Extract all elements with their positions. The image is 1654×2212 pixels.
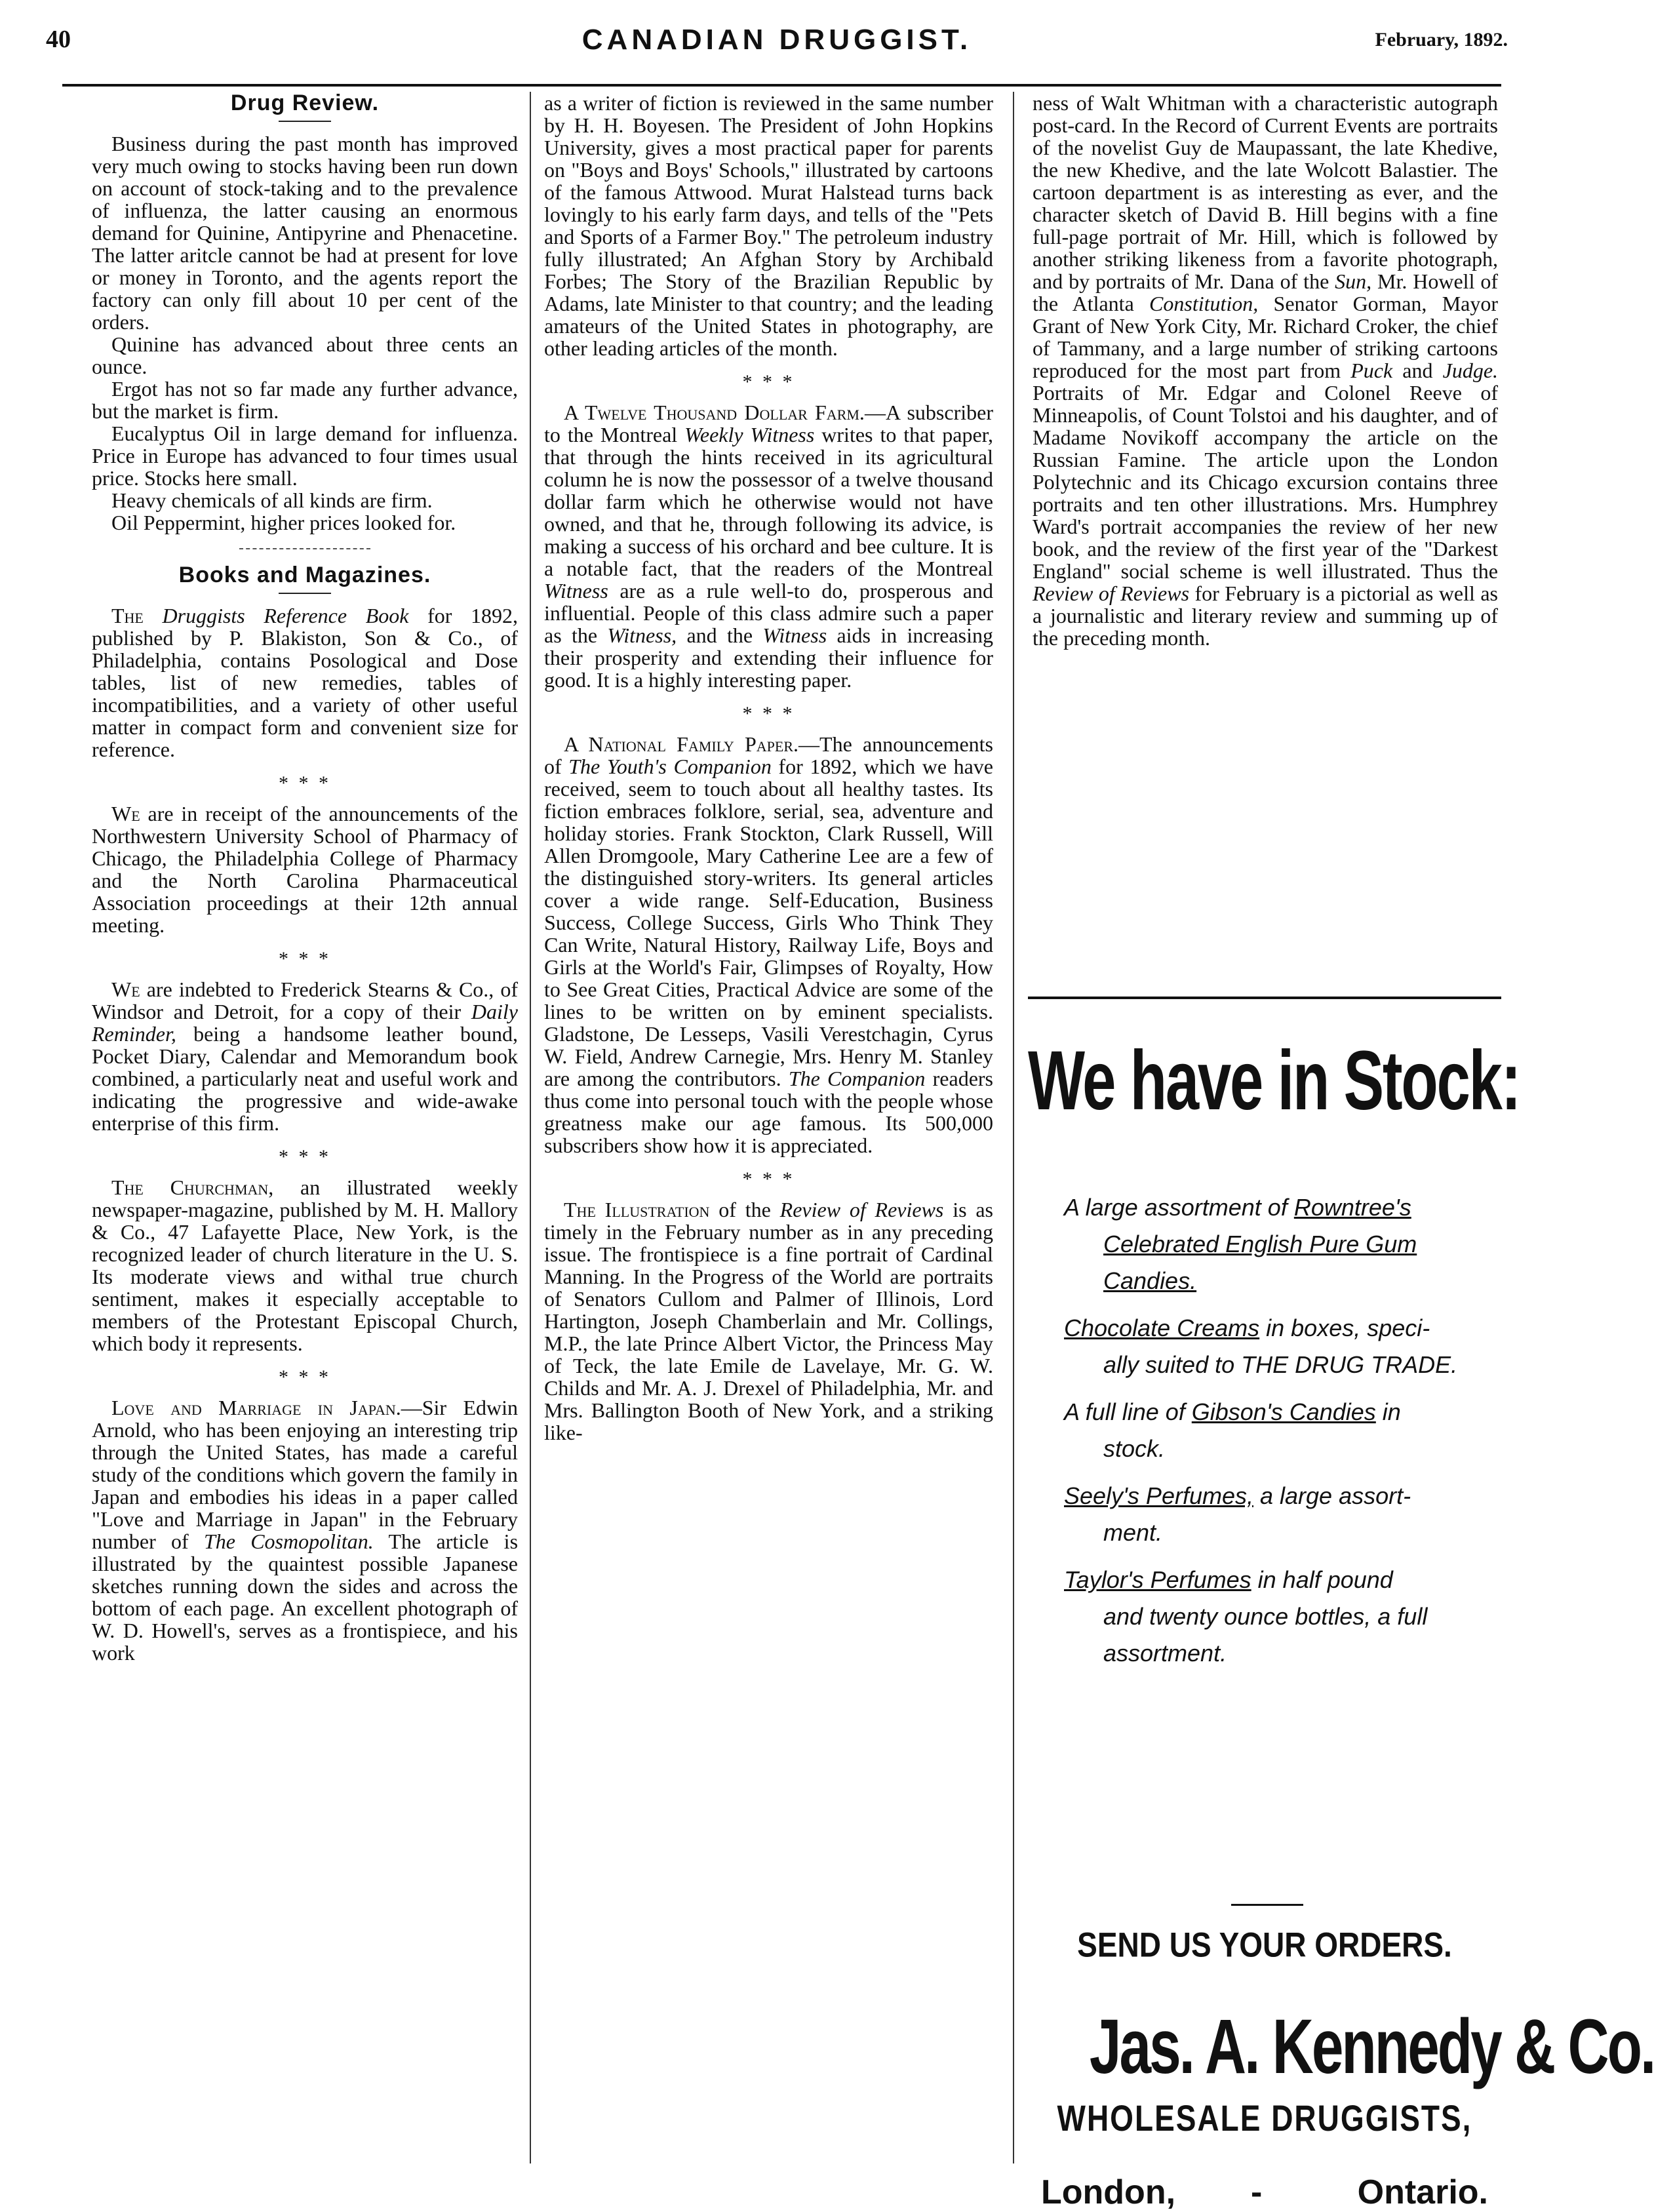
paragraph [92, 1396, 518, 1664]
lead-in: The Illustration [564, 1198, 710, 1221]
text: —The announcements of [544, 732, 994, 778]
text: is as timely in the February number as in any preceding issue. The frontispiece is a fine portrait of Cardinal Manning. In the Progress of the World are portraits of Senators Cullom and Palmer of Illinois, Lord Hartington, Joseph Chamberlain and Mr. Collings, M.P., the late Prince Albert Victor, the Princess May of Teck, the late Emile de Lavelaye, Mr. G. W. Childs and Mr. A. J. Drexel of Philadelphia, Mr. and Mrs. Ballington Booth of New York, and a striking like- [544, 1198, 994, 1444]
paragraph: as a writer of fiction is reviewed in the same number by H. H. Boyesen. The President of John Hopkins University, gives a most practical paper for parents on "Boys and Boys' Schools," illustrated by cartoons of the famous Attwood. Murat Halstead turns back lovingly to his early farm days, and tells of the "Pets and Sports of a Farmer Boy." The petroleum industry fully illustrated; An Afghan Story by Archibald Forbes; The Story of the Brazilian Republic by Adams, late Minister to that country; and the leading amateurs of the United States in photography, are other leading articles of the month. [544, 91, 993, 360]
column-divider [1013, 92, 1014, 2163]
lead-in: We [111, 802, 140, 825]
asterism: * * * [279, 772, 331, 794]
paragraph [92, 802, 518, 936]
drug-review-heading: Drug Review. [230, 90, 380, 115]
text: in boxes, speci- [1259, 1314, 1430, 1341]
paragraph [544, 401, 993, 691]
paragraph: Ergot has not so far made any further advance, but the market is firm. [92, 377, 518, 423]
text: readers thus come into personal touch with the people whose greatness make our age famous. Its 500,000 subscribers show how it is appreciated. [544, 1067, 994, 1157]
text: an illustrated weekly newspaper-magazine, published by M. H. Mallory & Co., 47 Lafayette Place, New York, is the recognized leader of church literature in the U. S. Its moderate views and withal true church sentiment, makes it especially acceptable to members of the Protestant Episcopal Church, which body it represents. [92, 1175, 518, 1355]
publication-title: Puck [1350, 359, 1393, 382]
firm-description: WHOLESALE DRUGGISTS, [1057, 2097, 1472, 2139]
column-3 [1033, 92, 1498, 990]
text: The article is illustrated by the quaintest possible Japanese sketches running down the sides and across the bottom of each page. An excellent photograph of W. D. Howell's, serves as a frontispiece, and his work [92, 1530, 519, 1665]
asterism: * * * [279, 948, 331, 970]
product-name: Rowntree's [1293, 1194, 1411, 1221]
books-heading: Books and Magazines. [178, 563, 431, 587]
asterism: * * * [742, 371, 795, 393]
publication-title: Witness [544, 579, 608, 602]
lead-in: Love and Marriage in Japan. [111, 1396, 401, 1419]
publication-title: Review of Reviews [779, 1198, 944, 1221]
text: in [1375, 1398, 1401, 1425]
text: A large assortment of [1064, 1194, 1294, 1221]
paragraph: Oil Peppermint, higher prices looked for. [111, 511, 456, 534]
asterism: * * * [742, 1168, 795, 1190]
page-number: 40 [46, 26, 71, 53]
text: —A subscriber to the Montreal [544, 401, 993, 446]
header-rule [62, 84, 1501, 87]
paragraph [92, 1176, 518, 1354]
product-name: Seely's Perfumes, [1064, 1482, 1253, 1509]
lead-in: The Churchman, [111, 1175, 274, 1199]
text: for 1892, published by P. Blakiston, Son & Co., of Philadelphia, contains Posological and Dose tables, list of new remedies, tables of incompatibilities, and a variety of other useful matter in compact form and convenient size for reference. [92, 604, 519, 761]
text: A full line of [1064, 1398, 1192, 1425]
divider [279, 593, 331, 594]
paragraph [544, 1198, 993, 1444]
publication-title: Druggists Reference Book [162, 604, 409, 627]
list-item [1064, 1562, 1477, 1672]
text: assortment. [1103, 1640, 1227, 1667]
ad-stock-list [1064, 1189, 1477, 1682]
text: being a handsome leather bound, Pocket Diary, Calendar and Memorandum book combined, a particularly neat and useful work and indicating the progressive and wide-awake enterprise of this firm. [92, 1022, 518, 1135]
text: are indebted to Frederick Stearns & Co., of Windsor and Detroit, for a copy of their [92, 978, 518, 1023]
lead-in: A Twelve Thousand Dollar Farm. [564, 401, 865, 424]
divider [239, 548, 370, 549]
paragraph: Heavy chemicals of all kinds are firm. [111, 488, 433, 512]
text: for 1892, which we have received, seem to touch about all healthy tastes. Its fiction embraces folklore, serial, sea, adventure and holiday stories. Frank Stockton, Clark Russell, Will Allen Dromgoole, Mary Catherine Lee are a few of the distinguished story-writers. Its general articles cover a wide range. Self-Education, Business Success, College Success, Girls Who Think They Can Write, Natural History, Railway Life, Boys and Girls at the World's Fair, Glimpses of Royalty, How to See Great Cities, Practical Advice are some of the lines to be written on by eminent specialists. Gladstone, De Lesseps, Vasili Verestchagin, Cyrus W. Field, Andrew Carnegie, Mrs. Henry M. Stanley are among the contributors. [544, 755, 994, 1090]
publication-title: Sun, [1335, 269, 1372, 293]
publication-title: Weekly Witness [684, 423, 815, 446]
paragraph [92, 604, 518, 760]
publication-title: The Companion [788, 1067, 926, 1090]
publication-title: The Youth's Companion [568, 755, 772, 778]
publication-title: Judge. [1442, 359, 1499, 382]
text: Mr. Howell of the Atlanta [1033, 269, 1499, 315]
issue-date: February, 1892. [1375, 29, 1508, 50]
publication-title: Constitution, [1149, 292, 1259, 315]
ad-headline: We have in Stock: [1028, 1034, 1520, 1128]
publication-title: Review of Reviews [1033, 582, 1190, 605]
paragraph: Eucalyptus Oil in large demand for influenza. Price in Europe has advanced to four times usual price. Stocks here small. [92, 422, 518, 490]
text: ally suited to THE DRUG TRADE. [1103, 1351, 1458, 1378]
paragraph [92, 978, 518, 1134]
paragraph [544, 733, 993, 1156]
ad-call-to-action: SEND US YOUR ORDERS. [1077, 1925, 1452, 1964]
list-item [1064, 1310, 1477, 1383]
text: are as a rule well-to do, prosperous and influential. People of this class admire such a paper as the [544, 579, 993, 647]
paragraph: Business during the past month has improved very much owing to stocks having been run down on account of stock-taking and to the prevalence of influenza, the latter causing an enormous demand for Quinine, Antipyrine and Phenacetine. The latter aritcle cannot be had at present for love or money in Toronto, and the agents report the factory can only fill about 10 per cent of the orders. [92, 132, 518, 334]
text: and [1392, 359, 1443, 382]
text: Senator Gorman, Mayor Grant of New York City, Mr. Richard Croker, the chief of Tammany, and a large number of striking cartoons reproduced for the most part from [1033, 292, 1499, 382]
paragraph: Quinine has advanced about three cents an ounce. [92, 332, 518, 378]
text: ness of Walt Whitman with a characteristic autograph post-card. In the Record of Current Events are portraits of the novelist Guy de Maupassant, the late Khedive, the new Khedive, and the late Wolcott Balastier. The cartoon department is as interesting as ever, and the character sketch of David B. Hill begins with a fine full-page portrait of Mr. Hill, which is followed by another striking likeness from a favorite photograph, and by portraits of Mr. Dana of the [1033, 91, 1498, 293]
publication-title: Daily Reminder, [92, 1000, 518, 1046]
text: —Sir Edwin Arnold, who has been enjoying an interesting trip through the United States, has made a careful study of the conditions which govern the family in Japan and embodies his ideas in a paper called "Love and Marriage in Japan" in the February number of [92, 1396, 519, 1553]
text: are in receipt of the announcements of the Northwestern University School of Pharmacy of Chicago, the Philadelphia College of Pharmacy and the North Carolina Pharmaceutical Association proceedings at their 12th annual meeting. [92, 802, 518, 937]
text: and the [677, 623, 763, 647]
product-name: Candies. [1103, 1267, 1197, 1294]
publication-title: Witness, [607, 623, 677, 647]
column-divider [530, 92, 531, 2163]
lead-in: The [111, 604, 144, 627]
paragraph [1033, 92, 1498, 649]
product-name: Gibson's Candies [1191, 1398, 1376, 1425]
list-item [1064, 1394, 1477, 1467]
product-name: Taylor's Perfumes [1064, 1566, 1251, 1593]
publication-title: The Cosmopolitan. [203, 1530, 374, 1553]
advertisement [1028, 997, 1654, 2211]
divider [279, 121, 331, 122]
column-2 [544, 92, 993, 2146]
text: stock. [1103, 1435, 1166, 1462]
firm-name: Jas. A. Kennedy & Co. [1089, 2004, 1654, 2090]
list-item [1064, 1189, 1477, 1299]
lead-in: We [111, 978, 140, 1001]
text: Portraits of Mr. Edgar and Colonel Reeve of Minneapolis, of Count Tolstoi and his daughter, and of Madame Novikoff accompany the article on the Russian Famine. The article upon the London Polytechnic and its Chicago excursion contains three portraits and ten other illustrations. Mrs. Humphrey Ward's portrait accompanies the review of her new book, and the review of the first year of the "Darkest England" social scheme is well illustrated. Thus the [1033, 381, 1498, 583]
text: and twenty ounce bottles, a full [1103, 1603, 1428, 1630]
product-name: Celebrated English Pure Gum [1103, 1231, 1417, 1257]
journal-title: CANADIAN DRUGGIST. [581, 24, 972, 56]
separator: - [1251, 2173, 1263, 2211]
text: ment. [1103, 1519, 1163, 1546]
text: writes to that paper, that through the hints received in its agricultural column he is now the possessor of a twelve thousand dollar farm which he otherwise would not have owned, and that he, through following its advice, is making a success of his orchard and bee culture. It is a notable fact, that the readers of the Montreal [544, 423, 994, 580]
text: in half pound [1251, 1566, 1393, 1593]
page-header [46, 25, 1508, 64]
lead-in: A National Family Paper. [564, 732, 799, 756]
asterism: * * * [279, 1146, 331, 1168]
text: of the [709, 1198, 780, 1221]
divider [1231, 1904, 1303, 1906]
list-item [1064, 1478, 1477, 1551]
firm-province: Ontario. [1357, 2173, 1488, 2211]
text: a large assort- [1253, 1482, 1411, 1509]
publication-title: Witness [762, 623, 827, 647]
asterism: * * * [279, 1366, 331, 1388]
product-name: Chocolate Creams [1064, 1314, 1260, 1341]
firm-city: London, [1041, 2173, 1176, 2211]
text: for February is a pictorial as well as a journalistic and literary review and summing up of the preceding month. [1033, 582, 1499, 650]
column-1 [92, 92, 518, 2146]
asterism: * * * [742, 703, 795, 724]
text: aids in increasing their prosperity and extending their influence for good. It is a highly interesting paper. [544, 623, 994, 692]
